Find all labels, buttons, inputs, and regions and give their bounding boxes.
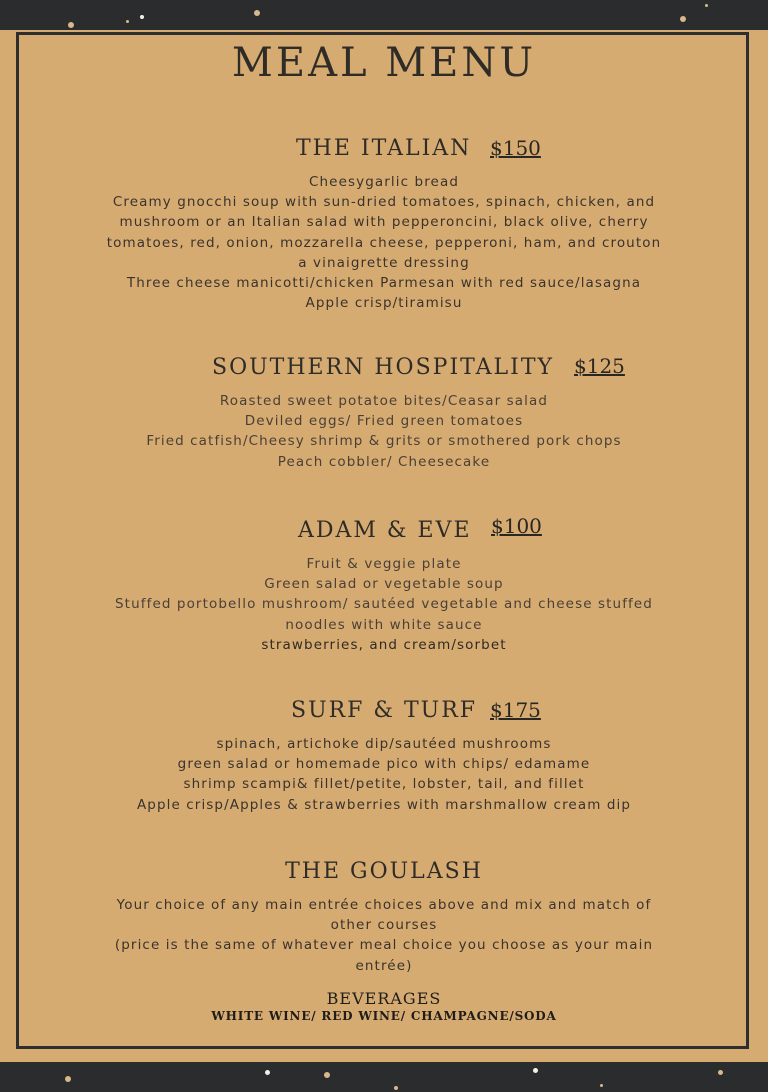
menu-line: Cheesygarlic bread (309, 174, 459, 190)
menu-line: strawberries, and cream/sorbet (261, 636, 507, 653)
decor-dot (705, 4, 708, 7)
section-name: ADAM & EVE (298, 518, 472, 543)
menu-line: Stuffed portobello mushroom/ sautéed vegetable and cheese stuffed (115, 596, 653, 613)
decor-dot (126, 20, 129, 23)
decor-dot (68, 22, 74, 28)
menu-line: Creamy gnocchi soup with sun-dried tomatoes, spinach, chicken, and (112, 194, 656, 211)
section-name: THE GOULASH (285, 859, 483, 884)
beverages-list: WHITE WINE/ RED WINE/ CHAMPAGNE/SODA (211, 1009, 557, 1023)
menu-line: noodles with white sauce (285, 616, 483, 633)
menu-line: Deviled eggs/ Fried green tomatoes (244, 413, 524, 430)
menu-line: Apple crisp/Apples & strawberries with marshmallow cream dip (136, 796, 632, 813)
menu-title: MEAL MENU (231, 40, 537, 86)
menu-line: Three cheese manicotti/chicken Parmesan with red sauce/lasagna (126, 275, 642, 292)
section-price: $125 (574, 354, 625, 378)
menu-line: (price is the same of whatever meal choice you choose as your main (114, 937, 654, 954)
section-price: $150 (490, 136, 541, 160)
section-surf-turf (0, 698, 768, 815)
menu-line: mushroom or an Italian salad with pepperoncini, black olive, cherry (119, 214, 649, 231)
section-price: $175 (490, 698, 541, 722)
decor-dot (254, 10, 260, 16)
decor-dot (265, 1070, 270, 1075)
menu-line: a vinaigrette dressing (298, 254, 470, 271)
menu-line: Your choice of any main entrée choices above and mix and match of (116, 897, 652, 913)
menu-line: Apple crisp/tiramisu (305, 295, 463, 312)
decor-dot (65, 1076, 71, 1082)
decor-dot (140, 15, 144, 19)
decor-dot (600, 1084, 603, 1087)
menu-line: Fried catfish/Cheesy shrimp & grits or smothered pork chops (146, 433, 622, 450)
decor-dot (533, 1068, 538, 1073)
decor-dot (718, 1070, 723, 1075)
menu-line: Roasted sweet potatoe bites/Ceasar salad (219, 393, 549, 409)
section-name: THE ITALIAN (296, 136, 472, 161)
section-italian (0, 136, 768, 313)
menu-line: Green salad or vegetable soup (264, 576, 504, 593)
decor-dot (394, 1086, 398, 1090)
section-price: $100 (491, 514, 542, 538)
menu-line: shrimp scampi& fillet/petite, lobster, tail, and fillet (183, 776, 585, 793)
menu-line: green salad or homemade pico with chips/ edamame (177, 756, 591, 773)
section-goulash (0, 859, 768, 976)
section-name: SOUTHERN HOSPITALITY (212, 355, 555, 380)
menu-line: entrée) (355, 957, 413, 974)
decor-dot (324, 1072, 330, 1078)
section-name: SURF & TURF (291, 698, 478, 723)
menu-line: other courses (330, 917, 438, 934)
section-adam-eve (0, 514, 768, 655)
menu-line: tomatoes, red, onion, mozzarella cheese, pepperoni, ham, and crouton (106, 234, 662, 251)
menu-line: Fruit & veggie plate (306, 556, 462, 572)
menu-line: Peach cobbler/ Cheesecake (277, 453, 491, 470)
decor-dot (680, 16, 686, 22)
section-southern-hospitality (0, 355, 768, 472)
menu-line: spinach, artichoke dip/sautéed mushrooms (216, 736, 552, 752)
beverages-title: BEVERAGES (326, 989, 442, 1008)
